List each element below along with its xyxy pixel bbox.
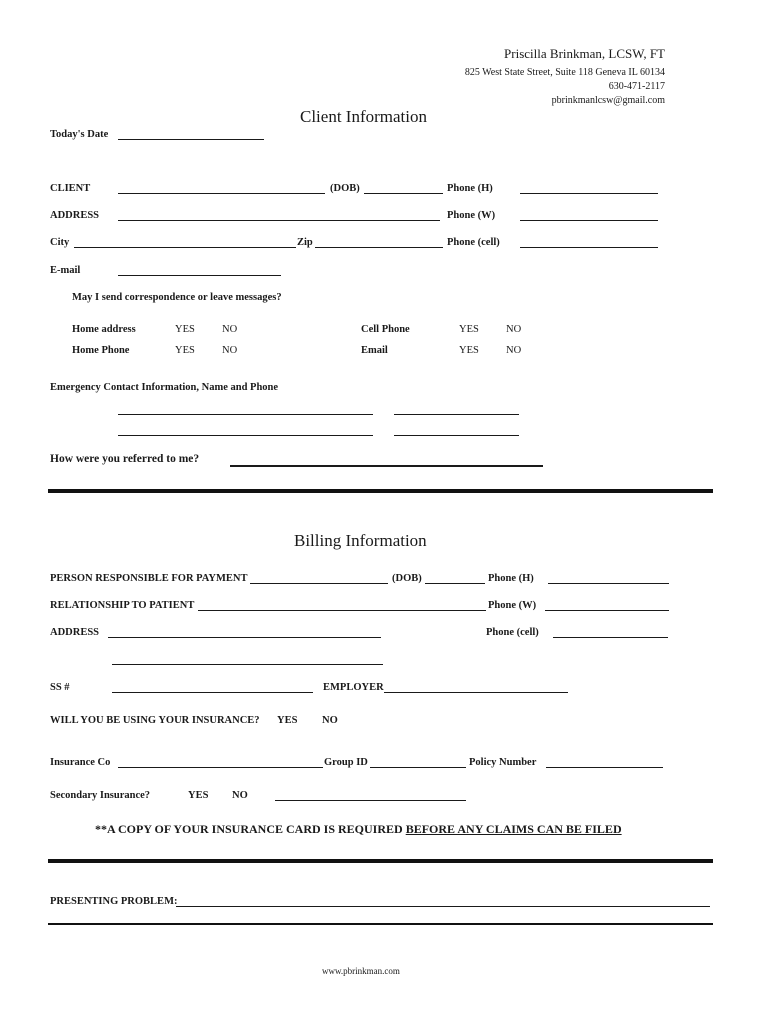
insurance-co-field[interactable] [118, 767, 323, 768]
ss-label: SS # [50, 682, 70, 693]
billing-address-label: ADDRESS [50, 627, 100, 638]
section-divider [48, 489, 713, 493]
insurance-question: WILL YOU BE USING YOUR INSURANCE? [50, 715, 260, 726]
zip-label: Zip [297, 237, 313, 248]
todays-date-label: Today's Date [50, 129, 109, 140]
client-phone-h-field[interactable] [520, 193, 658, 194]
footer-website: www.pbrinkman.com [322, 966, 400, 976]
client-address-field[interactable] [118, 220, 440, 221]
email-label: E-mail [50, 265, 81, 276]
billing-dob-field[interactable] [425, 583, 485, 584]
person-responsible-field[interactable] [250, 583, 388, 584]
insurance-co-label: Insurance Co [50, 757, 111, 768]
insurance-card-notice-text: **A COPY OF YOUR INSURANCE CARD IS REQUIRED [95, 822, 406, 836]
presenting-problem-field[interactable] [176, 906, 710, 907]
city-field[interactable] [74, 247, 296, 248]
home-address-yes-option[interactable]: YES [175, 324, 195, 335]
email-yes-option[interactable]: YES [459, 345, 479, 356]
referral-field[interactable] [230, 465, 543, 467]
home-address-no-option[interactable]: NO [222, 324, 238, 335]
cell-phone-no-option[interactable]: NO [506, 324, 522, 335]
billing-dob-label: (DOB) [392, 573, 422, 584]
emergency-phone-field-2[interactable] [394, 435, 519, 436]
client-phone-cell-field[interactable] [520, 247, 658, 248]
relationship-field[interactable] [198, 610, 486, 611]
zip-field[interactable] [315, 247, 443, 248]
ss-field[interactable] [112, 692, 313, 693]
billing-address-field[interactable] [108, 637, 381, 638]
insurance-yes-option[interactable]: YES [277, 715, 298, 726]
employer-label: EMPLOYER [323, 682, 384, 693]
referral-question: How were you referred to me? [50, 453, 200, 465]
billing-phone-h-label: Phone (H) [488, 573, 534, 584]
city-label: City [50, 237, 70, 248]
group-id-field[interactable] [370, 767, 466, 768]
billing-phone-h-field[interactable] [548, 583, 669, 584]
practice-email: pbrinkmanlcsw@gmail.com [551, 95, 665, 106]
cell-phone-yes-option[interactable]: YES [459, 324, 479, 335]
secondary-insurance-no-option[interactable]: NO [232, 790, 248, 801]
emergency-phone-field-1[interactable] [394, 414, 519, 415]
client-label: CLIENT [50, 183, 91, 194]
client-name-field[interactable] [118, 193, 325, 194]
client-phone-h-label: Phone (H) [447, 183, 493, 194]
email-field[interactable] [118, 275, 281, 276]
insurance-no-option[interactable]: NO [322, 715, 338, 726]
secondary-insurance-yes-option[interactable]: YES [188, 790, 209, 801]
secondary-insurance-label: Secondary Insurance? [50, 790, 151, 801]
billing-phone-w-label: Phone (W) [488, 600, 537, 611]
employer-field[interactable] [384, 692, 568, 693]
group-id-label: Group ID [324, 757, 368, 768]
cell-phone-label: Cell Phone [361, 324, 410, 335]
client-dob-label: (DOB) [330, 183, 360, 194]
todays-date-field[interactable] [118, 139, 264, 140]
client-phone-w-label: Phone (W) [447, 210, 496, 221]
presenting-problem-label: PRESENTING PROBLEM: [50, 896, 178, 907]
insurance-card-notice-emphasis: BEFORE ANY CLAIMS CAN BE FILED [405, 822, 622, 836]
emergency-contact-label: Emergency Contact Information, Name and Phone [50, 382, 279, 393]
billing-phone-cell-field[interactable] [553, 637, 668, 638]
relationship-label: RELATIONSHIP TO PATIENT [50, 600, 195, 611]
person-responsible-label: PERSON RESPONSIBLE FOR PAYMENT [50, 573, 248, 584]
home-phone-yes-option[interactable]: YES [175, 345, 195, 356]
home-phone-no-option[interactable]: NO [222, 345, 238, 356]
practice-phone: 630-471-2117 [608, 81, 665, 92]
client-phone-cell-label: Phone (cell) [447, 237, 500, 248]
client-address-label: ADDRESS [50, 210, 100, 221]
billing-information-title: Billing Information [294, 531, 427, 550]
email-no-option[interactable]: NO [506, 345, 522, 356]
secondary-insurance-field[interactable] [275, 800, 466, 801]
policy-number-label: Policy Number [469, 757, 537, 768]
email-opt-label: Email [361, 345, 388, 356]
home-phone-label: Home Phone [72, 345, 130, 356]
home-address-label: Home address [72, 324, 136, 335]
section-divider-2 [48, 859, 713, 863]
billing-phone-cell-label: Phone (cell) [486, 627, 539, 638]
client-phone-w-field[interactable] [520, 220, 658, 221]
billing-phone-w-field[interactable] [545, 610, 669, 611]
policy-number-field[interactable] [546, 767, 663, 768]
emergency-name-field-2[interactable] [118, 435, 373, 436]
client-information-title: Client Information [300, 107, 428, 126]
insurance-card-notice [95, 822, 622, 837]
client-dob-field[interactable] [364, 193, 443, 194]
emergency-name-field-1[interactable] [118, 414, 373, 415]
section-divider-3 [48, 923, 713, 925]
correspondence-question: May I send correspondence or leave messages? [72, 292, 282, 303]
practitioner-name: Priscilla Brinkman, LCSW, FT [504, 46, 665, 61]
billing-address-line-2-field[interactable] [112, 664, 383, 665]
practice-address: 825 West State Street, Suite 118 Geneva IL 60134 [464, 67, 665, 78]
